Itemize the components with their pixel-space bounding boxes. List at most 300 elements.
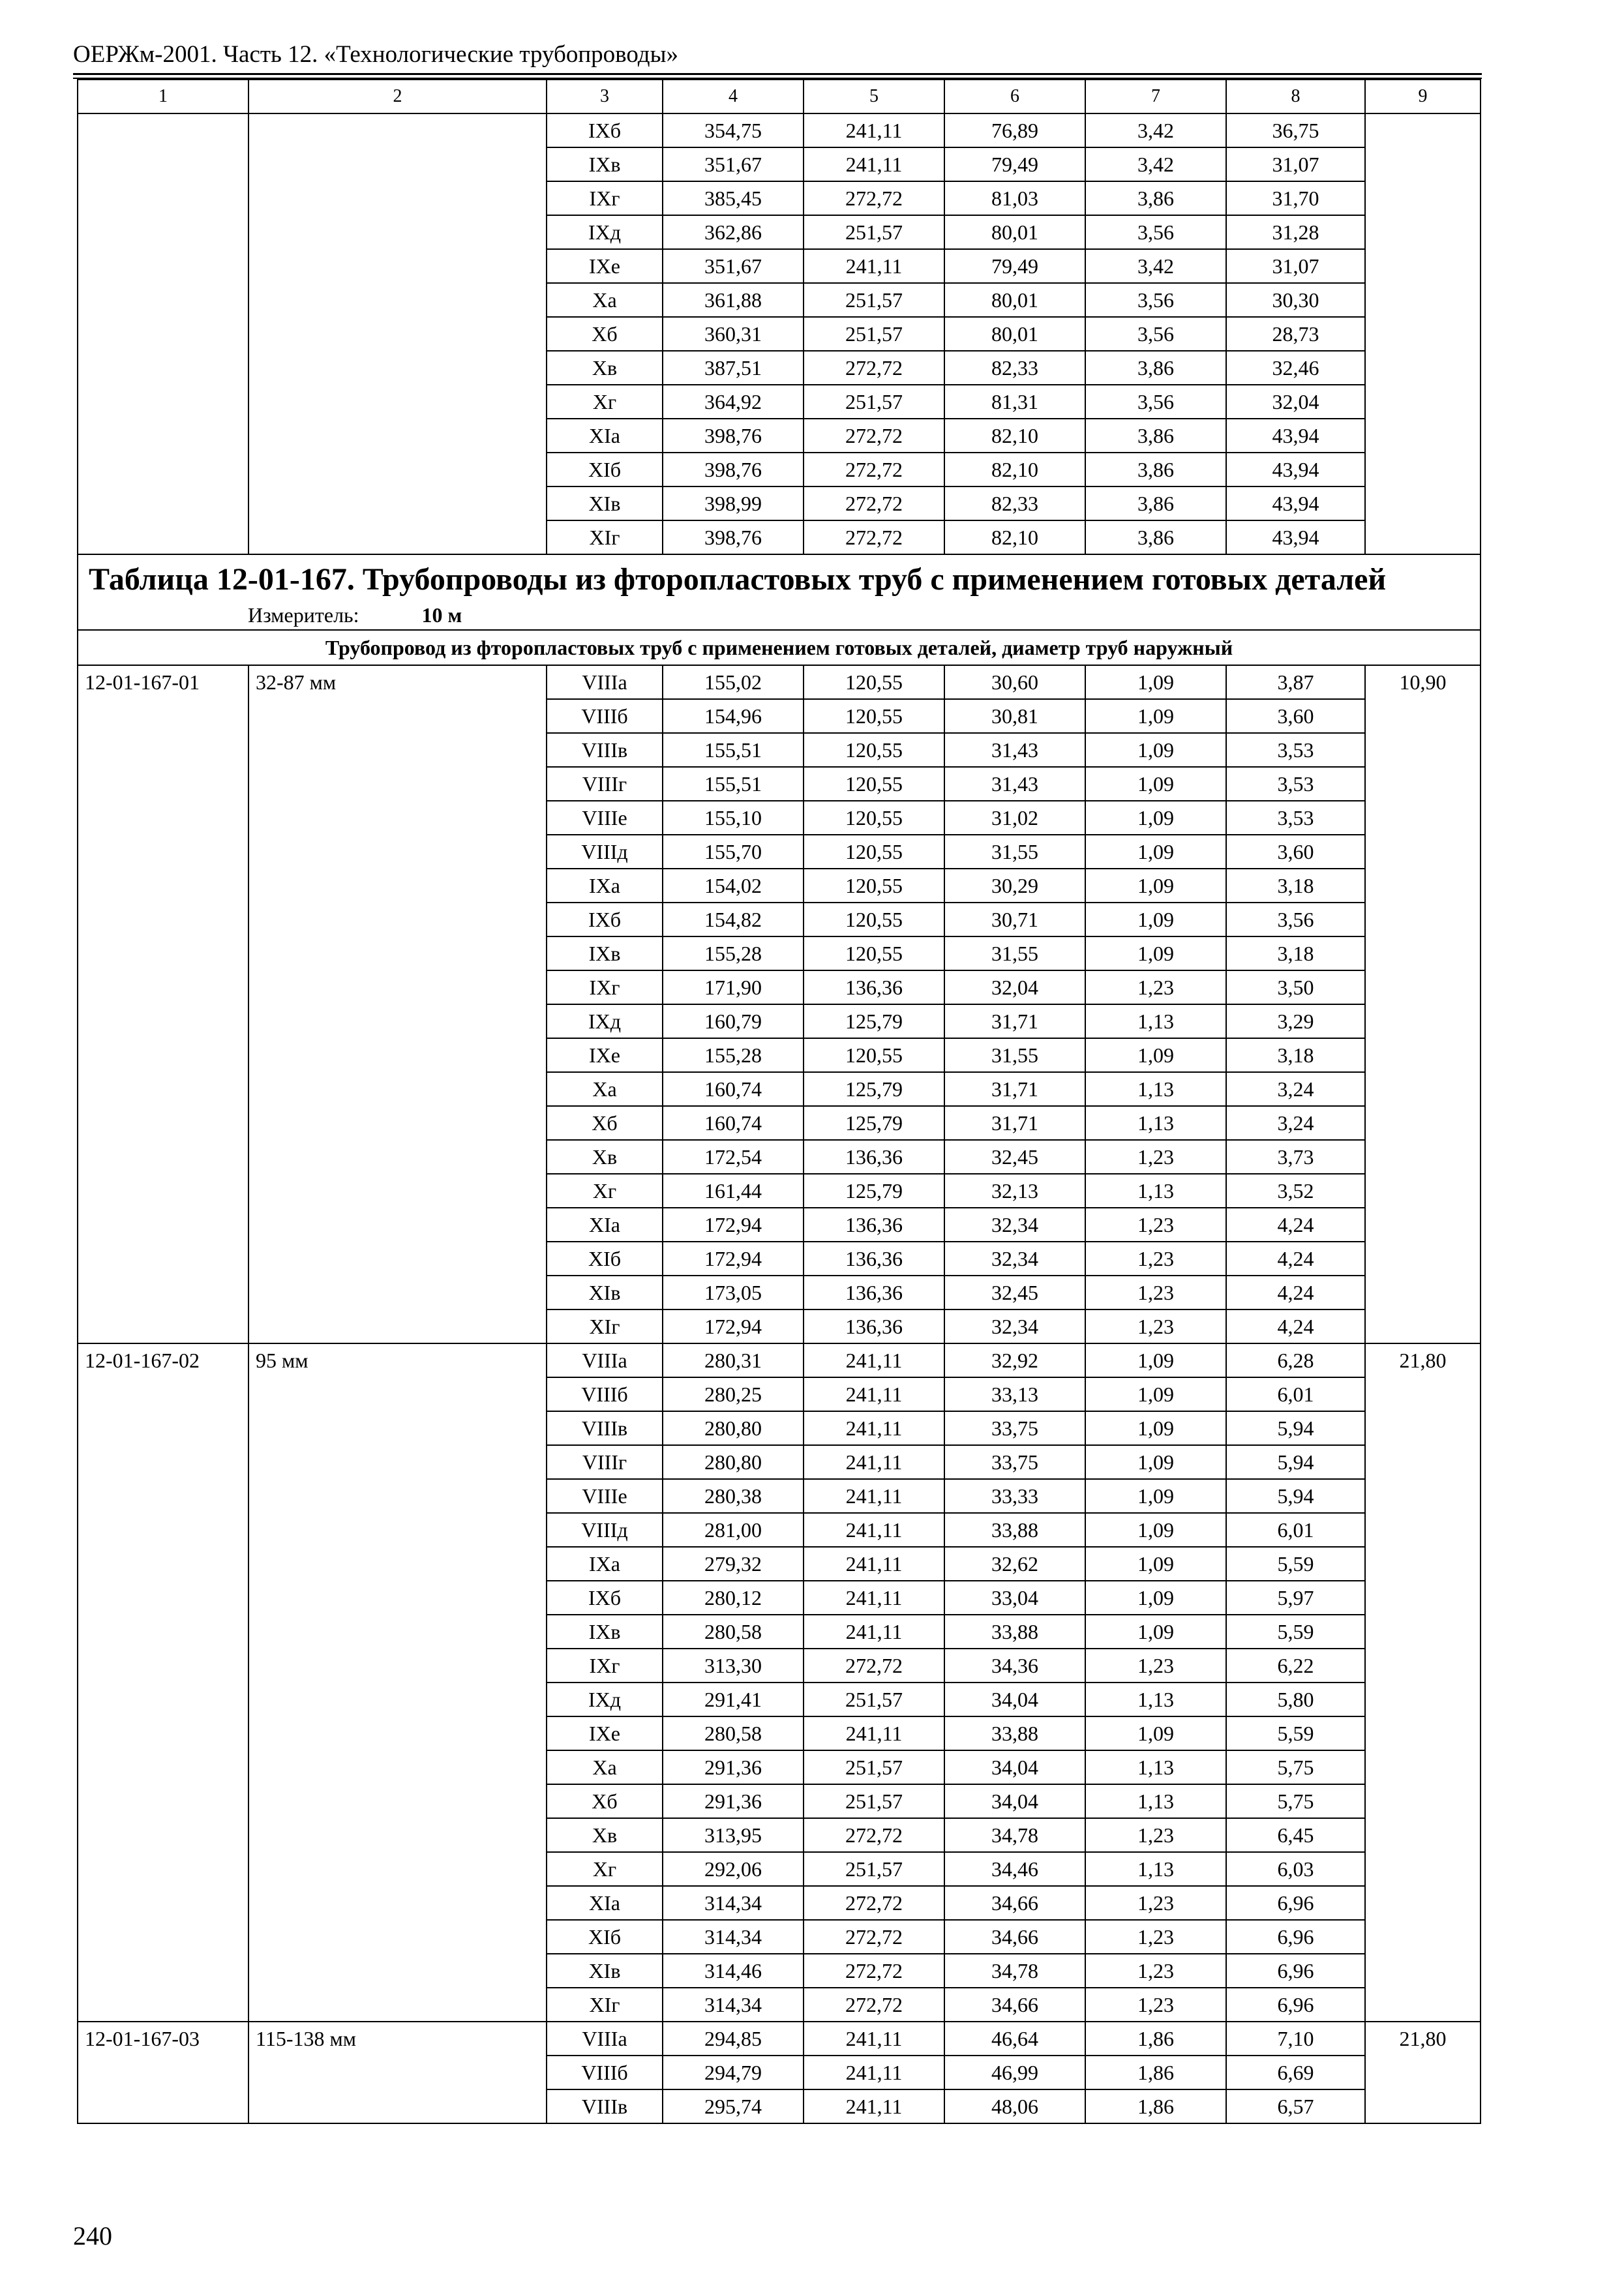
total-cost-cell: 314,34 <box>663 1920 804 1954</box>
wages-cell: 136,36 <box>804 1242 944 1276</box>
total-cost-cell: 160,74 <box>663 1072 804 1106</box>
group-code: 12-01-167-03 <box>78 2022 248 2123</box>
driver-wages-cell: 1,09 <box>1085 903 1226 936</box>
driver-wages-cell: 1,86 <box>1085 2089 1226 2123</box>
wages-cell: 120,55 <box>804 1038 944 1072</box>
machines-cell: 80,01 <box>944 215 1085 249</box>
zone-cell: XIг <box>547 1309 663 1343</box>
machines-cell: 34,04 <box>944 1683 1085 1716</box>
wages-cell: 125,79 <box>804 1072 944 1106</box>
zone-cell: XIв <box>547 1954 663 1988</box>
materials-cell: 31,07 <box>1226 147 1365 181</box>
driver-wages-cell: 3,42 <box>1085 147 1226 181</box>
machines-cell: 33,88 <box>944 1513 1085 1547</box>
total-cost-cell: 294,79 <box>663 2056 804 2089</box>
driver-wages-cell: 1,13 <box>1085 1004 1226 1038</box>
materials-cell: 6,69 <box>1226 2056 1365 2089</box>
driver-wages-cell: 1,23 <box>1085 1988 1226 2022</box>
wages-cell: 241,11 <box>804 147 944 181</box>
total-cost-cell: 314,34 <box>663 1886 804 1920</box>
wages-cell: 120,55 <box>804 835 944 869</box>
zone-cell: Xа <box>547 1750 663 1784</box>
total-cost-cell: 154,82 <box>663 903 804 936</box>
machines-cell: 30,60 <box>944 665 1085 699</box>
wages-cell: 120,55 <box>804 699 944 733</box>
materials-cell: 5,59 <box>1226 1716 1365 1750</box>
zone-cell: IXе <box>547 249 663 283</box>
wages-cell: 241,11 <box>804 1479 944 1513</box>
wages-cell: 251,57 <box>804 1683 944 1716</box>
total-cost-cell: 279,32 <box>663 1547 804 1581</box>
driver-wages-cell: 1,09 <box>1085 733 1226 767</box>
total-cost-cell: 161,44 <box>663 1174 804 1208</box>
wages-cell: 241,11 <box>804 113 944 147</box>
wages-cell: 241,11 <box>804 1343 944 1377</box>
total-cost-cell: 280,31 <box>663 1343 804 1377</box>
driver-wages-cell: 1,23 <box>1085 1309 1226 1343</box>
group-name: 95 мм <box>248 1343 547 2022</box>
materials-cell: 30,30 <box>1226 283 1365 317</box>
materials-cell: 28,73 <box>1226 317 1365 351</box>
materials-cell: 3,53 <box>1226 801 1365 835</box>
wages-cell: 136,36 <box>804 1309 944 1343</box>
machines-cell: 34,78 <box>944 1954 1085 1988</box>
zone-cell: XIа <box>547 419 663 453</box>
materials-cell: 3,29 <box>1226 1004 1365 1038</box>
continued-group-code <box>78 113 248 554</box>
zone-cell: VIIIв <box>547 1411 663 1445</box>
zone-cell: XIг <box>547 520 663 554</box>
total-cost-cell: 364,92 <box>663 385 804 419</box>
total-cost-cell: 385,45 <box>663 181 804 215</box>
driver-wages-cell: 1,23 <box>1085 1818 1226 1852</box>
machines-cell: 32,45 <box>944 1140 1085 1174</box>
wages-cell: 272,72 <box>804 1818 944 1852</box>
wages-cell: 120,55 <box>804 869 944 903</box>
group-code: 12-01-167-02 <box>78 1343 248 2022</box>
zone-cell: IXд <box>547 215 663 249</box>
table-title: Таблица 12-01-167. Трубопроводы из фторопластовых труб с применением готовых деталей <box>89 562 1387 597</box>
total-cost-cell: 160,79 <box>663 1004 804 1038</box>
wages-cell: 251,57 <box>804 1784 944 1818</box>
wages-cell: 241,11 <box>804 1513 944 1547</box>
table-row <box>78 1343 1481 1377</box>
materials-cell: 5,59 <box>1226 1547 1365 1581</box>
materials-cell: 3,24 <box>1226 1106 1365 1140</box>
zone-cell: IXв <box>547 147 663 181</box>
wages-cell: 241,11 <box>804 1547 944 1581</box>
zone-cell: Xа <box>547 1072 663 1106</box>
materials-cell: 4,24 <box>1226 1276 1365 1309</box>
group-name: 115-138 мм <box>248 2022 547 2123</box>
table-subheading-row <box>78 630 1481 665</box>
column-number: 2 <box>248 80 547 113</box>
wages-cell: 251,57 <box>804 215 944 249</box>
machines-cell: 32,92 <box>944 1343 1085 1377</box>
total-cost-cell: 154,02 <box>663 869 804 903</box>
zone-cell: Xв <box>547 351 663 385</box>
machines-cell: 34,04 <box>944 1784 1085 1818</box>
materials-cell: 3,56 <box>1226 903 1365 936</box>
driver-wages-cell: 1,13 <box>1085 1174 1226 1208</box>
materials-cell: 32,04 <box>1226 385 1365 419</box>
zone-cell: VIIIб <box>547 2056 663 2089</box>
group-name: 32-87 мм <box>248 665 547 1343</box>
total-cost-cell: 172,94 <box>663 1309 804 1343</box>
materials-cell: 3,87 <box>1226 665 1365 699</box>
materials-cell: 31,70 <box>1226 181 1365 215</box>
materials-cell: 3,18 <box>1226 936 1365 970</box>
table-heading-cell <box>78 554 1481 630</box>
machines-cell: 31,55 <box>944 1038 1085 1072</box>
materials-cell: 5,80 <box>1226 1683 1365 1716</box>
zone-cell: VIIIв <box>547 733 663 767</box>
machines-cell: 82,33 <box>944 486 1085 520</box>
wages-cell: 120,55 <box>804 903 944 936</box>
total-cost-cell: 155,70 <box>663 835 804 869</box>
driver-wages-cell: 3,56 <box>1085 215 1226 249</box>
total-cost-cell: 172,94 <box>663 1208 804 1242</box>
zone-cell: Xг <box>547 1174 663 1208</box>
machines-cell: 81,31 <box>944 385 1085 419</box>
wages-cell: 136,36 <box>804 1140 944 1174</box>
group-code: 12-01-167-01 <box>78 665 248 1343</box>
total-cost-cell: 398,76 <box>663 520 804 554</box>
total-cost-cell: 354,75 <box>663 113 804 147</box>
zone-cell: VIIIб <box>547 699 663 733</box>
total-cost-cell: 155,02 <box>663 665 804 699</box>
zone-cell: Xб <box>547 1106 663 1140</box>
column-number: 6 <box>944 80 1085 113</box>
driver-wages-cell: 1,09 <box>1085 1445 1226 1479</box>
driver-wages-cell: 1,09 <box>1085 665 1226 699</box>
machines-cell: 31,43 <box>944 733 1085 767</box>
machines-cell: 46,64 <box>944 2022 1085 2056</box>
machines-cell: 34,78 <box>944 1818 1085 1852</box>
table-body <box>78 80 1481 2123</box>
materials-cell: 6,45 <box>1226 1818 1365 1852</box>
machines-cell: 79,49 <box>944 147 1085 181</box>
zone-cell: IXе <box>547 1038 663 1072</box>
materials-cell: 6,96 <box>1226 1954 1365 1988</box>
zone-cell: IXб <box>547 113 663 147</box>
group-col9: 21,80 <box>1365 1343 1481 2022</box>
materials-cell: 4,24 <box>1226 1242 1365 1276</box>
total-cost-cell: 172,54 <box>663 1140 804 1174</box>
driver-wages-cell: 1,09 <box>1085 801 1226 835</box>
machines-cell: 82,10 <box>944 520 1085 554</box>
machines-cell: 80,01 <box>944 317 1085 351</box>
table-row <box>78 113 1481 147</box>
total-cost-cell: 280,25 <box>663 1377 804 1411</box>
zone-cell: VIIIа <box>547 665 663 699</box>
driver-wages-cell: 1,13 <box>1085 1750 1226 1784</box>
column-number: 5 <box>804 80 944 113</box>
machines-cell: 32,34 <box>944 1309 1085 1343</box>
total-cost-cell: 291,41 <box>663 1683 804 1716</box>
total-cost-cell: 160,74 <box>663 1106 804 1140</box>
continued-group-col9 <box>1365 113 1481 554</box>
total-cost-cell: 280,58 <box>663 1615 804 1649</box>
materials-cell: 6,22 <box>1226 1649 1365 1683</box>
driver-wages-cell: 3,42 <box>1085 249 1226 283</box>
driver-wages-cell: 1,09 <box>1085 1615 1226 1649</box>
zone-cell: IXд <box>547 1004 663 1038</box>
materials-cell: 31,07 <box>1226 249 1365 283</box>
materials-cell: 5,94 <box>1226 1411 1365 1445</box>
wages-cell: 251,57 <box>804 1852 944 1886</box>
materials-cell: 5,97 <box>1226 1581 1365 1615</box>
materials-cell: 6,01 <box>1226 1513 1365 1547</box>
total-cost-cell: 314,46 <box>663 1954 804 1988</box>
materials-cell: 3,73 <box>1226 1140 1365 1174</box>
zone-cell: XIв <box>547 486 663 520</box>
driver-wages-cell: 1,09 <box>1085 869 1226 903</box>
machines-cell: 31,71 <box>944 1106 1085 1140</box>
wages-cell: 120,55 <box>804 936 944 970</box>
driver-wages-cell: 1,23 <box>1085 1954 1226 1988</box>
column-number: 4 <box>663 80 804 113</box>
machines-cell: 32,34 <box>944 1242 1085 1276</box>
wages-cell: 241,11 <box>804 249 944 283</box>
wages-cell: 241,11 <box>804 1445 944 1479</box>
machines-cell: 33,75 <box>944 1411 1085 1445</box>
machines-cell: 31,55 <box>944 936 1085 970</box>
zone-cell: IXг <box>547 181 663 215</box>
machines-cell: 31,43 <box>944 767 1085 801</box>
zone-cell: IXг <box>547 970 663 1004</box>
machines-cell: 32,45 <box>944 1276 1085 1309</box>
wages-cell: 272,72 <box>804 1920 944 1954</box>
zone-cell: Xг <box>547 385 663 419</box>
driver-wages-cell: 3,56 <box>1085 317 1226 351</box>
materials-cell: 43,94 <box>1226 486 1365 520</box>
materials-cell: 5,94 <box>1226 1445 1365 1479</box>
wages-cell: 125,79 <box>804 1174 944 1208</box>
machines-cell: 33,04 <box>944 1581 1085 1615</box>
machines-cell: 82,10 <box>944 419 1085 453</box>
materials-cell: 6,28 <box>1226 1343 1365 1377</box>
zone-cell: VIIIе <box>547 1479 663 1513</box>
wages-cell: 120,55 <box>804 767 944 801</box>
wages-cell: 136,36 <box>804 1276 944 1309</box>
zone-cell: VIIIд <box>547 835 663 869</box>
driver-wages-cell: 1,09 <box>1085 1547 1226 1581</box>
measure-value: 10 м <box>421 603 462 627</box>
zone-cell: IXе <box>547 1716 663 1750</box>
driver-wages-cell: 1,13 <box>1085 1784 1226 1818</box>
materials-cell: 3,60 <box>1226 835 1365 869</box>
zone-cell: VIIIа <box>547 2022 663 2056</box>
total-cost-cell: 291,36 <box>663 1784 804 1818</box>
total-cost-cell: 398,76 <box>663 453 804 486</box>
machines-cell: 34,66 <box>944 1886 1085 1920</box>
wages-cell: 272,72 <box>804 1649 944 1683</box>
table-row <box>78 2022 1481 2056</box>
column-number: 3 <box>547 80 663 113</box>
zone-cell: VIIIг <box>547 1445 663 1479</box>
wages-cell: 272,72 <box>804 453 944 486</box>
machines-cell: 82,33 <box>944 351 1085 385</box>
zone-cell: IXд <box>547 1683 663 1716</box>
zone-cell: IXа <box>547 1547 663 1581</box>
driver-wages-cell: 1,09 <box>1085 1038 1226 1072</box>
materials-cell: 3,24 <box>1226 1072 1365 1106</box>
table-subheading: Трубопровод из фторопластовых труб с применением готовых деталей, диаметр труб наружный <box>78 630 1481 665</box>
total-cost-cell: 314,34 <box>663 1988 804 2022</box>
machines-cell: 32,34 <box>944 1208 1085 1242</box>
machines-cell: 34,36 <box>944 1649 1085 1683</box>
machines-cell: 31,71 <box>944 1004 1085 1038</box>
total-cost-cell: 295,74 <box>663 2089 804 2123</box>
machines-cell: 30,81 <box>944 699 1085 733</box>
driver-wages-cell: 1,23 <box>1085 970 1226 1004</box>
wages-cell: 251,57 <box>804 317 944 351</box>
total-cost-cell: 387,51 <box>663 351 804 385</box>
materials-cell: 43,94 <box>1226 520 1365 554</box>
zone-cell: VIIIд <box>547 1513 663 1547</box>
zone-cell: XIб <box>547 453 663 486</box>
wages-cell: 136,36 <box>804 1208 944 1242</box>
zone-cell: XIа <box>547 1886 663 1920</box>
driver-wages-cell: 3,86 <box>1085 419 1226 453</box>
zone-cell: XIв <box>547 1276 663 1309</box>
zone-cell: Xб <box>547 317 663 351</box>
column-number: 7 <box>1085 80 1226 113</box>
driver-wages-cell: 1,23 <box>1085 1242 1226 1276</box>
zone-cell: Xв <box>547 1818 663 1852</box>
wages-cell: 241,11 <box>804 1411 944 1445</box>
wages-cell: 251,57 <box>804 385 944 419</box>
total-cost-cell: 351,67 <box>663 249 804 283</box>
materials-cell: 31,28 <box>1226 215 1365 249</box>
wages-cell: 241,11 <box>804 2056 944 2089</box>
machines-cell: 82,10 <box>944 453 1085 486</box>
page-header-title: ОЕРЖм-2001. Часть 12. «Технологические трубопроводы» <box>73 41 678 68</box>
rates-table <box>77 79 1481 2124</box>
driver-wages-cell: 1,09 <box>1085 1479 1226 1513</box>
materials-cell: 36,75 <box>1226 113 1365 147</box>
column-number: 9 <box>1365 80 1481 113</box>
materials-cell: 32,46 <box>1226 351 1365 385</box>
machines-cell: 34,46 <box>944 1852 1085 1886</box>
total-cost-cell: 281,00 <box>663 1513 804 1547</box>
materials-cell: 6,96 <box>1226 1886 1365 1920</box>
wages-cell: 241,11 <box>804 1716 944 1750</box>
table-heading-row <box>78 554 1481 630</box>
materials-cell: 3,50 <box>1226 970 1365 1004</box>
driver-wages-cell: 1,23 <box>1085 1208 1226 1242</box>
driver-wages-cell: 1,09 <box>1085 1716 1226 1750</box>
wages-cell: 272,72 <box>804 1954 944 1988</box>
machines-cell: 32,04 <box>944 970 1085 1004</box>
materials-cell: 7,10 <box>1226 2022 1365 2056</box>
machines-cell: 34,66 <box>944 1920 1085 1954</box>
driver-wages-cell: 3,42 <box>1085 113 1226 147</box>
machines-cell: 33,75 <box>944 1445 1085 1479</box>
total-cost-cell: 280,80 <box>663 1445 804 1479</box>
zone-cell: Xв <box>547 1140 663 1174</box>
machines-cell: 30,71 <box>944 903 1085 936</box>
materials-cell: 4,24 <box>1226 1309 1365 1343</box>
machines-cell: 48,06 <box>944 2089 1085 2123</box>
total-cost-cell: 155,51 <box>663 733 804 767</box>
wages-cell: 125,79 <box>804 1004 944 1038</box>
total-cost-cell: 351,67 <box>663 147 804 181</box>
zone-cell: XIа <box>547 1208 663 1242</box>
wages-cell: 120,55 <box>804 733 944 767</box>
materials-cell: 6,96 <box>1226 1920 1365 1954</box>
driver-wages-cell: 3,86 <box>1085 486 1226 520</box>
zone-cell: XIг <box>547 1988 663 2022</box>
wages-cell: 241,11 <box>804 2089 944 2123</box>
group-col9: 10,90 <box>1365 665 1481 1343</box>
wages-cell: 272,72 <box>804 419 944 453</box>
total-cost-cell: 360,31 <box>663 317 804 351</box>
zone-cell: VIIIе <box>547 801 663 835</box>
wages-cell: 136,36 <box>804 970 944 1004</box>
machines-cell: 81,03 <box>944 181 1085 215</box>
wages-cell: 272,72 <box>804 520 944 554</box>
materials-cell: 5,75 <box>1226 1750 1365 1784</box>
header-rule <box>73 73 1482 75</box>
machines-cell: 30,29 <box>944 869 1085 903</box>
wages-cell: 251,57 <box>804 283 944 317</box>
driver-wages-cell: 1,23 <box>1085 1886 1226 1920</box>
driver-wages-cell: 3,86 <box>1085 181 1226 215</box>
measure-label: Измеритель: <box>248 603 359 627</box>
materials-cell: 3,18 <box>1226 1038 1365 1072</box>
machines-cell: 33,88 <box>944 1716 1085 1750</box>
materials-cell: 6,03 <box>1226 1852 1365 1886</box>
machines-cell: 31,02 <box>944 801 1085 835</box>
wages-cell: 241,11 <box>804 1377 944 1411</box>
measure-row <box>78 601 1480 629</box>
wages-cell: 251,57 <box>804 1750 944 1784</box>
zone-cell: XIб <box>547 1242 663 1276</box>
driver-wages-cell: 3,86 <box>1085 453 1226 486</box>
zone-cell: Xб <box>547 1784 663 1818</box>
total-cost-cell: 313,95 <box>663 1818 804 1852</box>
materials-cell: 3,60 <box>1226 699 1365 733</box>
driver-wages-cell: 1,09 <box>1085 1411 1226 1445</box>
driver-wages-cell: 1,13 <box>1085 1106 1226 1140</box>
table-row <box>78 665 1481 699</box>
materials-cell: 6,01 <box>1226 1377 1365 1411</box>
materials-cell: 3,53 <box>1226 733 1365 767</box>
zone-cell: IXв <box>547 1615 663 1649</box>
zone-cell: VIIIб <box>547 1377 663 1411</box>
wages-cell: 125,79 <box>804 1106 944 1140</box>
wages-cell: 241,11 <box>804 2022 944 2056</box>
wages-cell: 272,72 <box>804 486 944 520</box>
column-number: 1 <box>78 80 248 113</box>
total-cost-cell: 362,86 <box>663 215 804 249</box>
zone-cell: Xг <box>547 1852 663 1886</box>
wages-cell: 241,11 <box>804 1581 944 1615</box>
zone-cell: Xа <box>547 283 663 317</box>
materials-cell: 3,53 <box>1226 767 1365 801</box>
column-number: 8 <box>1226 80 1365 113</box>
total-cost-cell: 173,05 <box>663 1276 804 1309</box>
zone-cell: XIб <box>547 1920 663 1954</box>
page-number: 240 <box>73 2221 112 2251</box>
machines-cell: 80,01 <box>944 283 1085 317</box>
driver-wages-cell: 1,09 <box>1085 1513 1226 1547</box>
driver-wages-cell: 1,09 <box>1085 767 1226 801</box>
materials-cell: 43,94 <box>1226 453 1365 486</box>
total-cost-cell: 280,80 <box>663 1411 804 1445</box>
